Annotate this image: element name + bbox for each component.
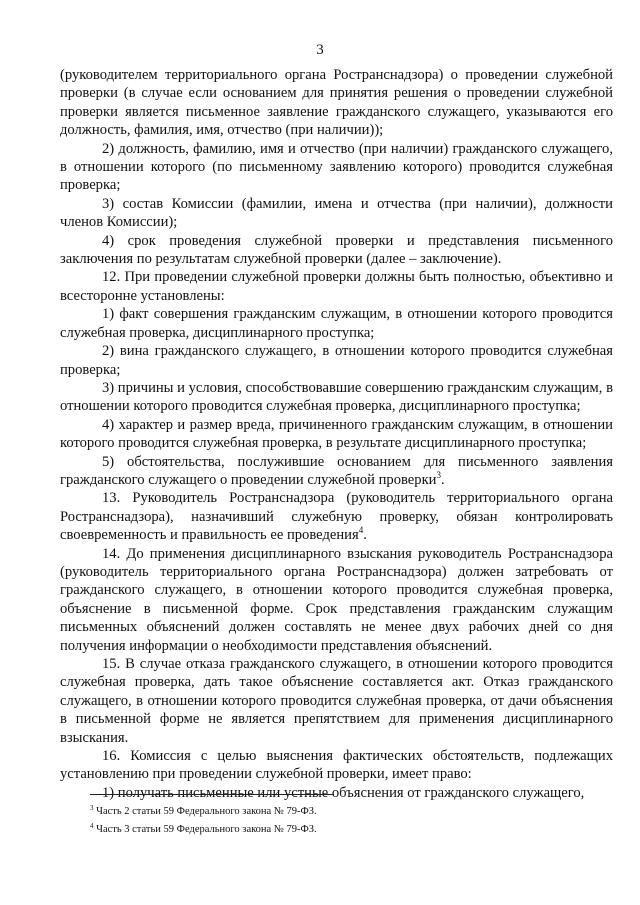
paragraph-continuation: (руководителем территориального органа Ространснадзора) о проведении служебной проверки (в случае если основанием для принятия решения о проведении служебной проверки является письменное заявление гражданского служащего, указываются его должность, фамилия, имя, отчество (при наличии)); xyxy=(60,67,613,139)
page-number: 3 xyxy=(316,42,324,58)
footnote-ref-3[interactable]: 3 xyxy=(436,469,441,480)
footnote-3 xyxy=(90,803,610,821)
footnote-number: 3 xyxy=(90,804,94,812)
list-item-3: 3) состав Комиссии (фамилии, имена и отчества (при наличии), должности членов Комиссии); xyxy=(60,195,613,231)
clause-16-item-1: 1) получать письменные или устные объяснения от гражданского служащего, xyxy=(102,784,585,801)
clause-14: 14. До применения дисциплинарного взыскания руководитель Ространснадзора (руководитель территориального органа Ространснадзора) должен затребовать от гражданского служащего, в отношении которого проводится служебная проверка, объяснение в письменной форме. Срок представления гражданским служащим письменных объяснений должен составлять не менее двух рабочих дней со дня получения информации о необходимости представления объяснений. xyxy=(60,545,613,654)
clause-16: 16. Комиссия с целью выяснения фактических обстоятельств, подлежащих установлению при проведении служебной проверки, имеет право: xyxy=(60,748,613,783)
footnote-divider xyxy=(90,794,334,795)
footnotes xyxy=(90,803,610,839)
footnote-number: 4 xyxy=(90,822,94,830)
footnote-4 xyxy=(90,821,610,839)
clause-15: 15. В случае отказа гражданского служащего, в отношении которого проводится служебная проверка, дать такое объяснение составляется акт. Отказ гражданского служащего, в отношении которого проводится служебная проверка, от дачи объяснения в письменной форме не является препятствием для применения дисциплинарного взыскания. xyxy=(60,656,613,746)
clause-12: 12. При проведении служебной проверки должны быть полностью, объективно и всесторонне установлены: xyxy=(60,269,613,304)
footnote-ref-4[interactable]: 4 xyxy=(358,525,364,536)
clause-12-item-3: 3) причины и условия, способствовавшие совершению гражданским служащим, в отношении которого проводится служебная проверка, дисциплинарного проступка; xyxy=(60,379,613,415)
list-item-4: 4) срок проведения служебной проверки и представления письменного заключения по результатам служебной проверки (далее – заключение). xyxy=(60,232,613,268)
clause-12-item-1: 1) факт совершения гражданским служащим, в отношении которого проводится служебная проверка, дисциплинарного проступка; xyxy=(60,306,613,341)
footnote-text: Часть 2 статьи 59 Федерального закона № 79-ФЗ. xyxy=(93,806,317,817)
clause-12-item-2: 2) вина гражданского служащего, в отношении которого проводится служебная проверка; xyxy=(60,343,613,378)
clause-13 xyxy=(60,489,613,544)
clause-13-text: 13. Руководитель Ространснадзора (руководитель территориального органа Ространснадзора), назначивший служебную проверку, обязан контролировать своевременность и правильность ее проведения xyxy=(60,490,613,544)
list-item-2: 2) должность, фамилию, имя и отчество (при наличии) гражданского служащего, в отношении которого (по письменному заявлению которого) проводится служебная проверка; xyxy=(60,140,613,194)
document-body xyxy=(60,66,613,802)
clause-12-item-5-tail: . xyxy=(440,471,445,488)
footnote-text: Часть 3 статьи 59 Федерального закона № 79-ФЗ. xyxy=(93,824,317,835)
clause-12-item-4: 4) характер и размер вреда, причиненного гражданским служащим, в отношении которого проводится служебная проверка, в результате дисциплинарного проступка; xyxy=(60,416,613,452)
clause-12-item-5 xyxy=(60,453,613,490)
clause-13-tail: . xyxy=(363,527,367,544)
clause-12-item-5-text: 5) обстоятельства, послужившие основанием для письменного заявления гражданского служащего о проведении служебной проверки xyxy=(60,453,613,488)
